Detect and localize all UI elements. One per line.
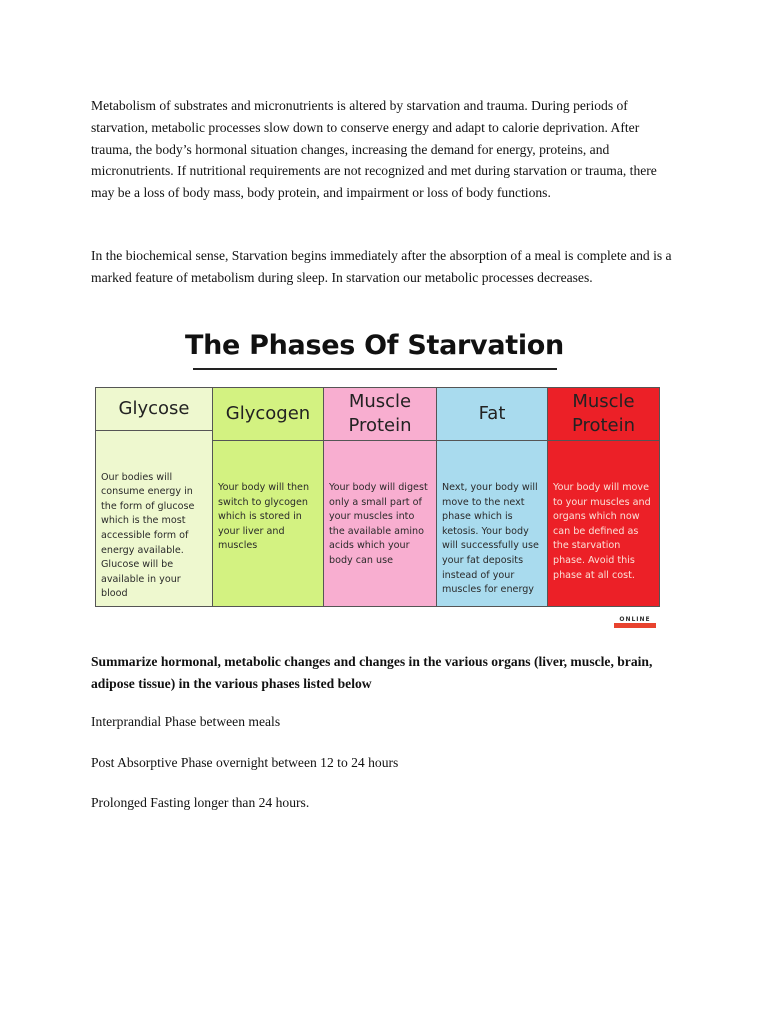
phase-header: Muscle Protein bbox=[548, 388, 659, 441]
figure-title: The Phases Of Starvation bbox=[185, 330, 564, 361]
phase-item: Interprandial Phase between meals bbox=[91, 714, 281, 729]
phases-table bbox=[95, 387, 660, 607]
logo-accent-bar bbox=[614, 623, 656, 628]
phase-header: Glycogen bbox=[213, 388, 323, 441]
question-heading: Summarize hormonal, metabolic changes and changes in the various organs (liver, muscle, brain, adipose tissue) in the various phases listed below bbox=[91, 654, 653, 691]
phase-column-muscle-protein-final bbox=[548, 388, 659, 606]
phases-of-starvation-figure bbox=[92, 330, 662, 630]
phase-header: Glycose bbox=[96, 388, 212, 431]
phase-header: Muscle Protein bbox=[324, 388, 436, 441]
phase-description: Your body will digest only a small part of your muscles into the available amino acids which your body can use bbox=[329, 482, 428, 566]
phase-column-muscle-protein bbox=[324, 388, 437, 606]
phase-item: Post Absorptive Phase overnight between 12 to 24 hours bbox=[91, 755, 399, 770]
phase-item: Prolonged Fasting longer than 24 hours. bbox=[91, 795, 310, 810]
phase-description: Our bodies will consume energy in the form of glucose which is the most accessible form of energy available. Glucose will be available in your blood bbox=[101, 471, 195, 600]
phase-description: Your body will move to your muscles and organs which now can be defined as the starvation phase. Avoid this phase at all cost. bbox=[553, 482, 651, 581]
phase-column-fat bbox=[437, 388, 548, 606]
phase-column-glycogen bbox=[213, 388, 324, 606]
phase-header: Fat bbox=[437, 388, 547, 441]
starvation-paragraph: In the biochemical sense, Starvation begins immediately after the absorption of a meal is complete and is a marked feature of metabolism during sleep. In starvation our metabolic processes decreases. bbox=[91, 248, 672, 285]
phase-description: Next, your body will move to the next phase which is ketosis. Your body will successfully use your fat deposits instead of your muscles for energy bbox=[442, 482, 539, 596]
online-logo: ONLINE bbox=[619, 616, 651, 623]
intro-paragraph: Metabolism of substrates and micronutrients is altered by starvation and trauma. During periods of starvation, metabolic processes slow down to conserve energy and adapt to calorie deprivation. After trauma, the body’s hormonal situation changes, increasing the demand for energy, proteins, and micronutrients. If nutritional requirements are not recognized and met during starvation or trauma, there may be a loss of body mass, body protein, and impairment or loss of body functions. bbox=[91, 98, 657, 201]
title-underline bbox=[193, 368, 557, 370]
phase-description: Your body will then switch to glycogen which is stored in your liver and muscles bbox=[218, 482, 310, 552]
phase-column-glycose bbox=[96, 388, 213, 606]
